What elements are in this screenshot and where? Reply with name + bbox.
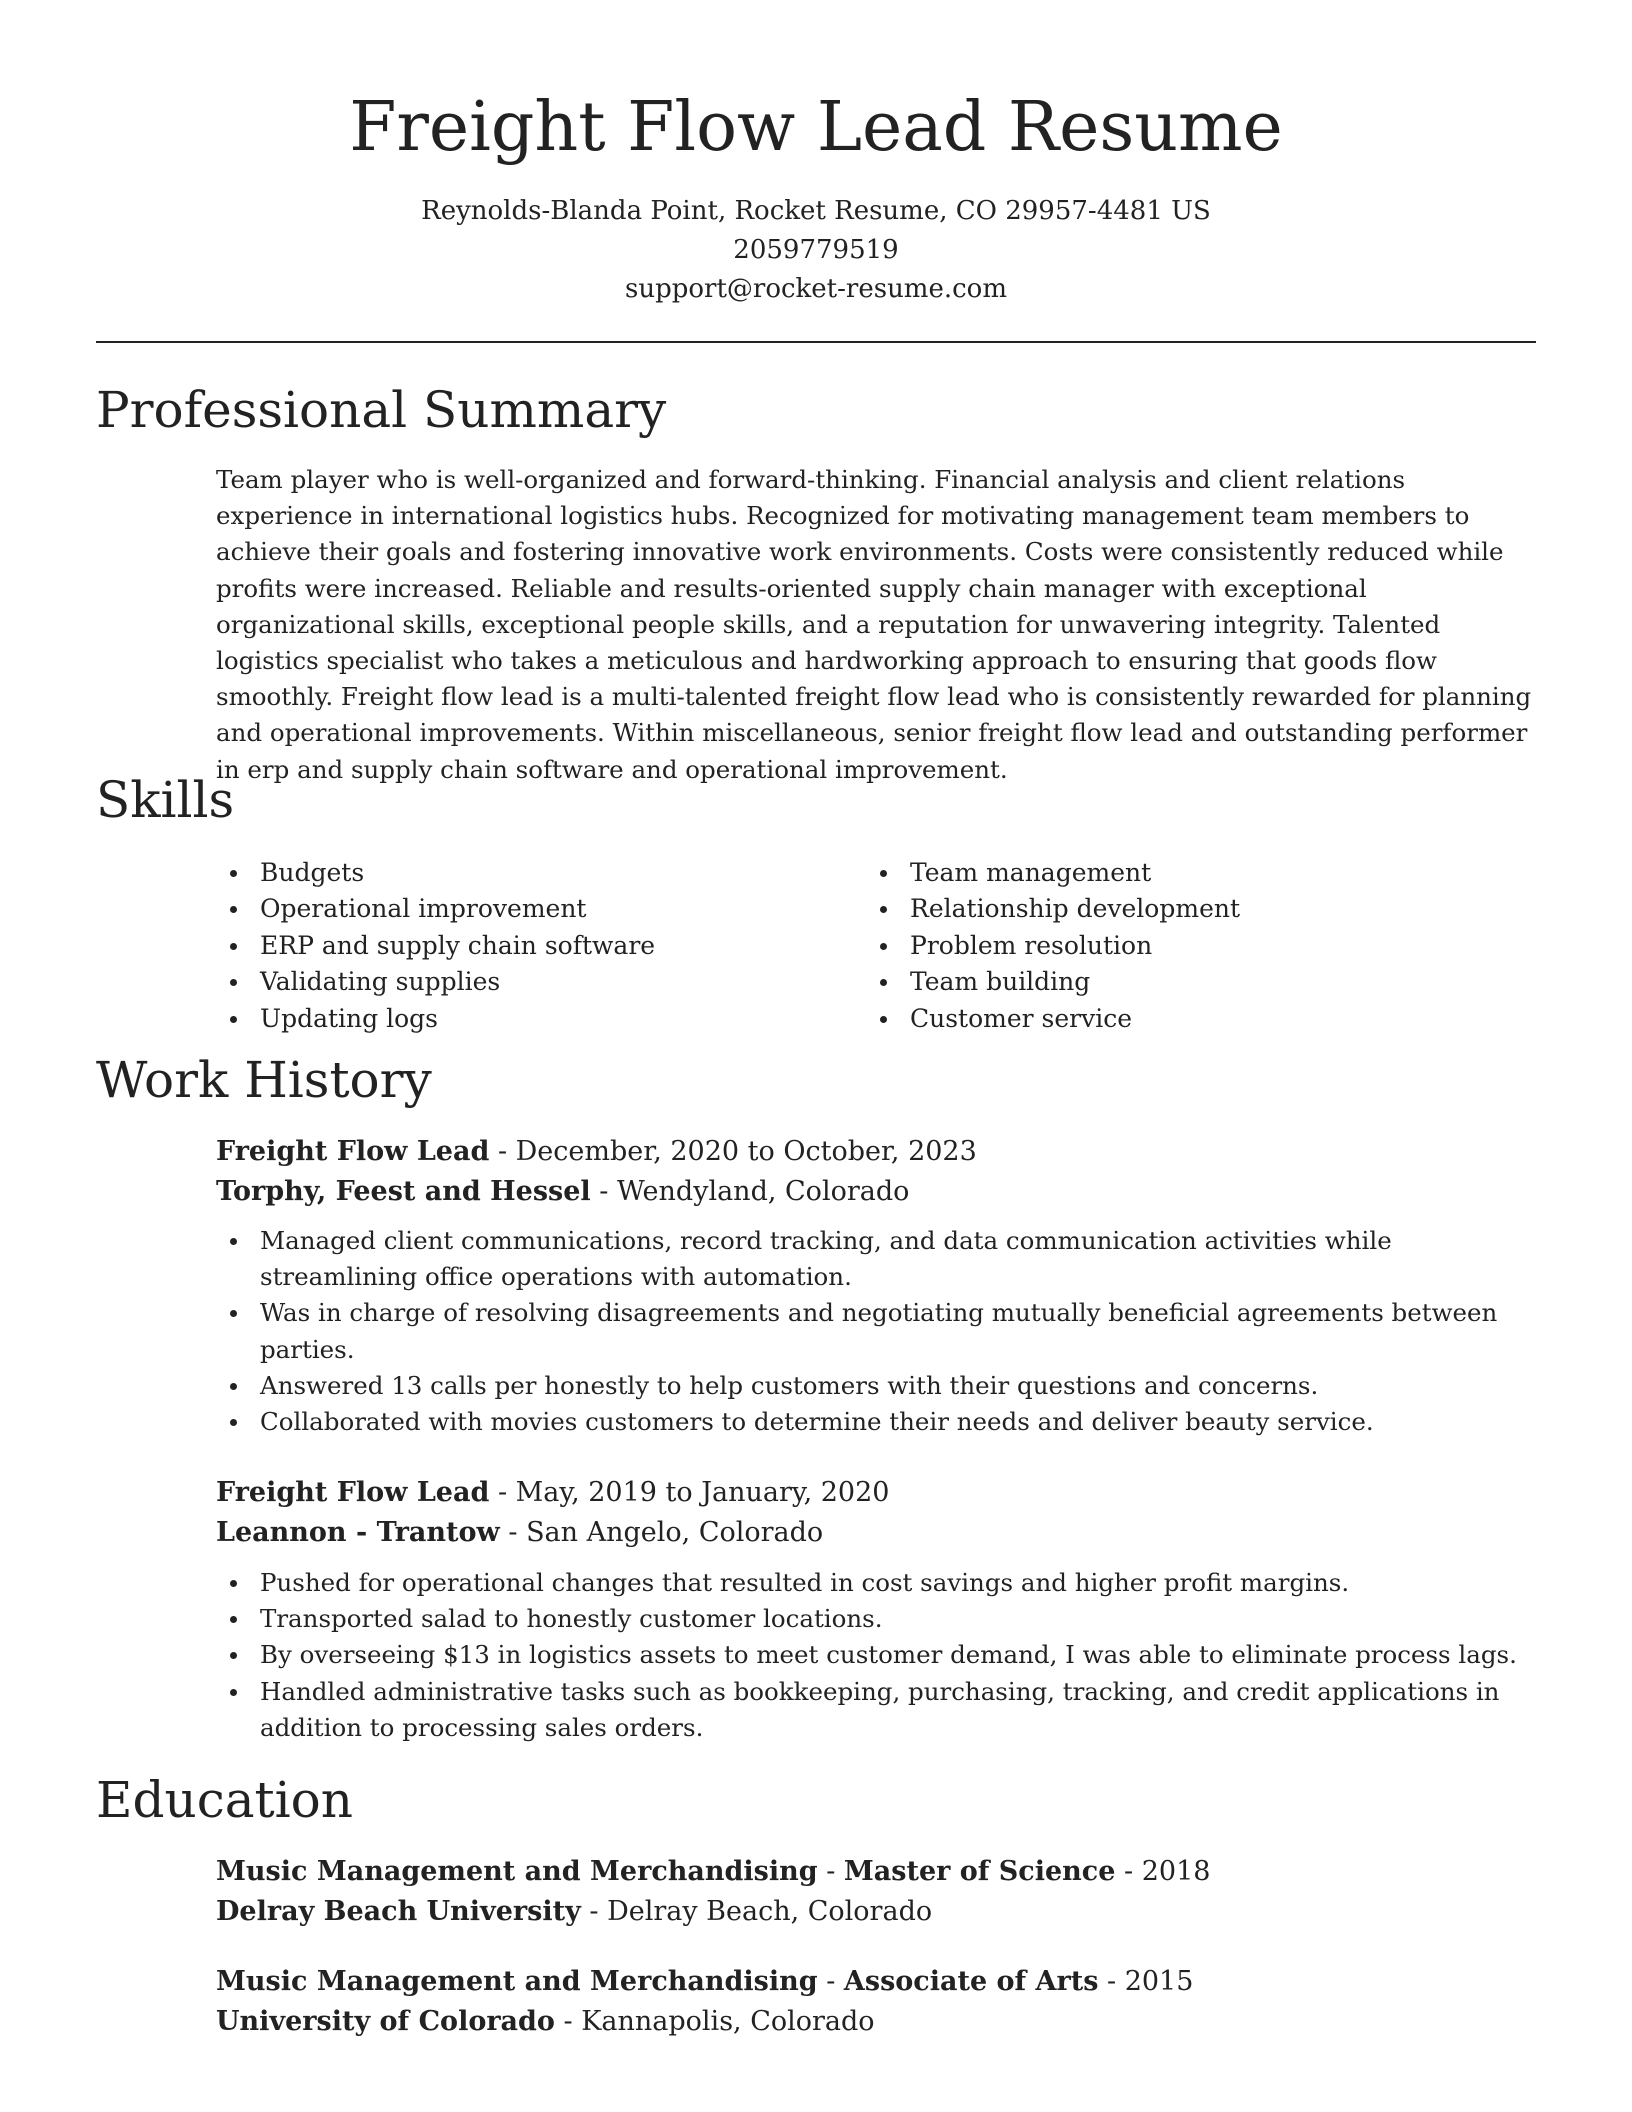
- skill-item: Relationship development: [866, 891, 1506, 927]
- job-title-line: [216, 1132, 1536, 1172]
- job-bullet: Transported salad to honestly customer locations.: [216, 1601, 1536, 1637]
- education-entry: [216, 1852, 1536, 1932]
- summary-heading: Professional Summary: [96, 381, 667, 439]
- separator: -: [817, 1966, 844, 1997]
- education-field: Music Management and Merchandising: [216, 1966, 818, 1997]
- skill-item: Validating supplies: [216, 964, 856, 1000]
- job-bullet: By overseeing $13 in logistics assets to meet customer demand, I was able to eliminate process lags.: [216, 1637, 1536, 1673]
- job-role: Freight Flow Lead: [216, 1136, 490, 1167]
- education-entry: [216, 1962, 1536, 2042]
- work-heading: Work History: [96, 1051, 432, 1109]
- job-location: Wendyland, Colorado: [617, 1176, 910, 1207]
- education-school-line: [216, 1892, 1536, 1932]
- separator: -: [590, 1176, 617, 1207]
- job-bullet: Was in charge of resolving disagreements and negotiating mutually beneficial agreements between parties.: [216, 1295, 1536, 1367]
- contact-block: [96, 192, 1536, 309]
- job-location: San Angelo, Colorado: [526, 1517, 824, 1548]
- job-header: [216, 1473, 1536, 1553]
- skill-item: Team management: [866, 855, 1506, 891]
- education-field: Music Management and Merchandising: [216, 1856, 818, 1887]
- separator: -: [489, 1477, 516, 1508]
- contact-phone: 2059779519: [733, 235, 899, 265]
- education-location: Kannapolis, Colorado: [581, 2006, 875, 2037]
- separator: -: [817, 1856, 844, 1887]
- education-school: University of Colorado: [216, 2006, 555, 2037]
- job-company-line: [216, 1172, 1536, 1212]
- separator: -: [489, 1136, 516, 1167]
- contact-address: Reynolds-Blanda Point, Rocket Resume, CO 29957-4481 US: [421, 196, 1211, 226]
- job-title-line: [216, 1473, 1536, 1513]
- separator: -: [1098, 1966, 1125, 1997]
- job-bullet: Answered 13 calls per honestly to help customers with their questions and concerns.: [216, 1368, 1536, 1404]
- education-degree-line: [216, 1962, 1536, 2002]
- skill-item: ERP and supply chain software: [216, 928, 856, 964]
- job-bullet: Handled administrative tasks such as bookkeeping, purchasing, tracking, and credit applications in addition to processing sales orders.: [216, 1674, 1536, 1746]
- contact-email: support@rocket-resume.com: [624, 274, 1007, 304]
- separator: -: [580, 1896, 608, 1927]
- education-heading: Education: [96, 1771, 353, 1829]
- job-bullet: Collaborated with movies customers to determine their needs and deliver beauty service.: [216, 1404, 1536, 1440]
- job-dates: May, 2019 to January, 2020: [515, 1477, 890, 1508]
- job-role: Freight Flow Lead: [216, 1477, 490, 1508]
- skill-item: Team building: [866, 964, 1506, 1000]
- job-bullets: [216, 1565, 1536, 1746]
- summary-text: Team player who is well-organized and forward-thinking. Financial analysis and client relations experience in international logistics hubs. Recognized for motivating management team members to achieve their goals and fostering innovative work environments. Costs were consistently reduced while profits were increased. Reliable and results-oriented supply chain manager with exceptional organizational skills, exceptional people skills, and a reputation for unwavering integrity. Talented logistics specialist who takes a meticulous and hardworking approach to ensuring that goods flow smoothly. Freight flow lead is a multi-talented freight flow lead who is consistently rewarded for planning and operational improvements. Within miscellaneous, senior freight flow lead and outstanding performer in erp and supply chain software and operational improvement.: [216, 465, 1532, 784]
- education-location: Delray Beach, Colorado: [607, 1896, 933, 1927]
- job-company-line: [216, 1513, 1536, 1553]
- education-degree: Master of Science: [843, 1856, 1116, 1887]
- job-bullet: Pushed for operational changes that resulted in cost savings and higher profit margins.: [216, 1565, 1536, 1601]
- skill-item: Problem resolution: [866, 928, 1506, 964]
- education-year: 2018: [1141, 1856, 1211, 1887]
- education-school: Delray Beach University: [216, 1896, 581, 1927]
- education-degree-line: [216, 1852, 1536, 1892]
- job-bullet: Managed client communications, record tracking, and data communication activities while streamlining office operations with automation.: [216, 1223, 1536, 1295]
- skill-item: Customer service: [866, 1001, 1506, 1037]
- job-company: Torphy, Feest and Hessel: [216, 1176, 591, 1207]
- job-header: [216, 1132, 1536, 1212]
- header-divider: [96, 341, 1536, 343]
- education-year: 2015: [1124, 1966, 1194, 1997]
- education-school-line: [216, 2002, 1536, 2042]
- separator: -: [1115, 1856, 1142, 1887]
- resume-title: Freight Flow Lead Resume: [349, 88, 1283, 167]
- separator: -: [554, 2006, 582, 2037]
- job-dates: December, 2020 to October, 2023: [515, 1136, 977, 1167]
- job-bullets: [216, 1223, 1536, 1440]
- skill-item: Operational improvement: [216, 891, 856, 927]
- skill-item: Updating logs: [216, 1001, 856, 1037]
- job-company: Leannon - Trantow: [216, 1517, 500, 1548]
- skills-list-left: [216, 855, 856, 1037]
- separator: -: [499, 1517, 527, 1548]
- skill-item: Budgets: [216, 855, 856, 891]
- education-degree: Associate of Arts: [843, 1966, 1099, 1997]
- skills-list-right: [866, 855, 1506, 1037]
- skills-heading: Skills: [96, 771, 235, 829]
